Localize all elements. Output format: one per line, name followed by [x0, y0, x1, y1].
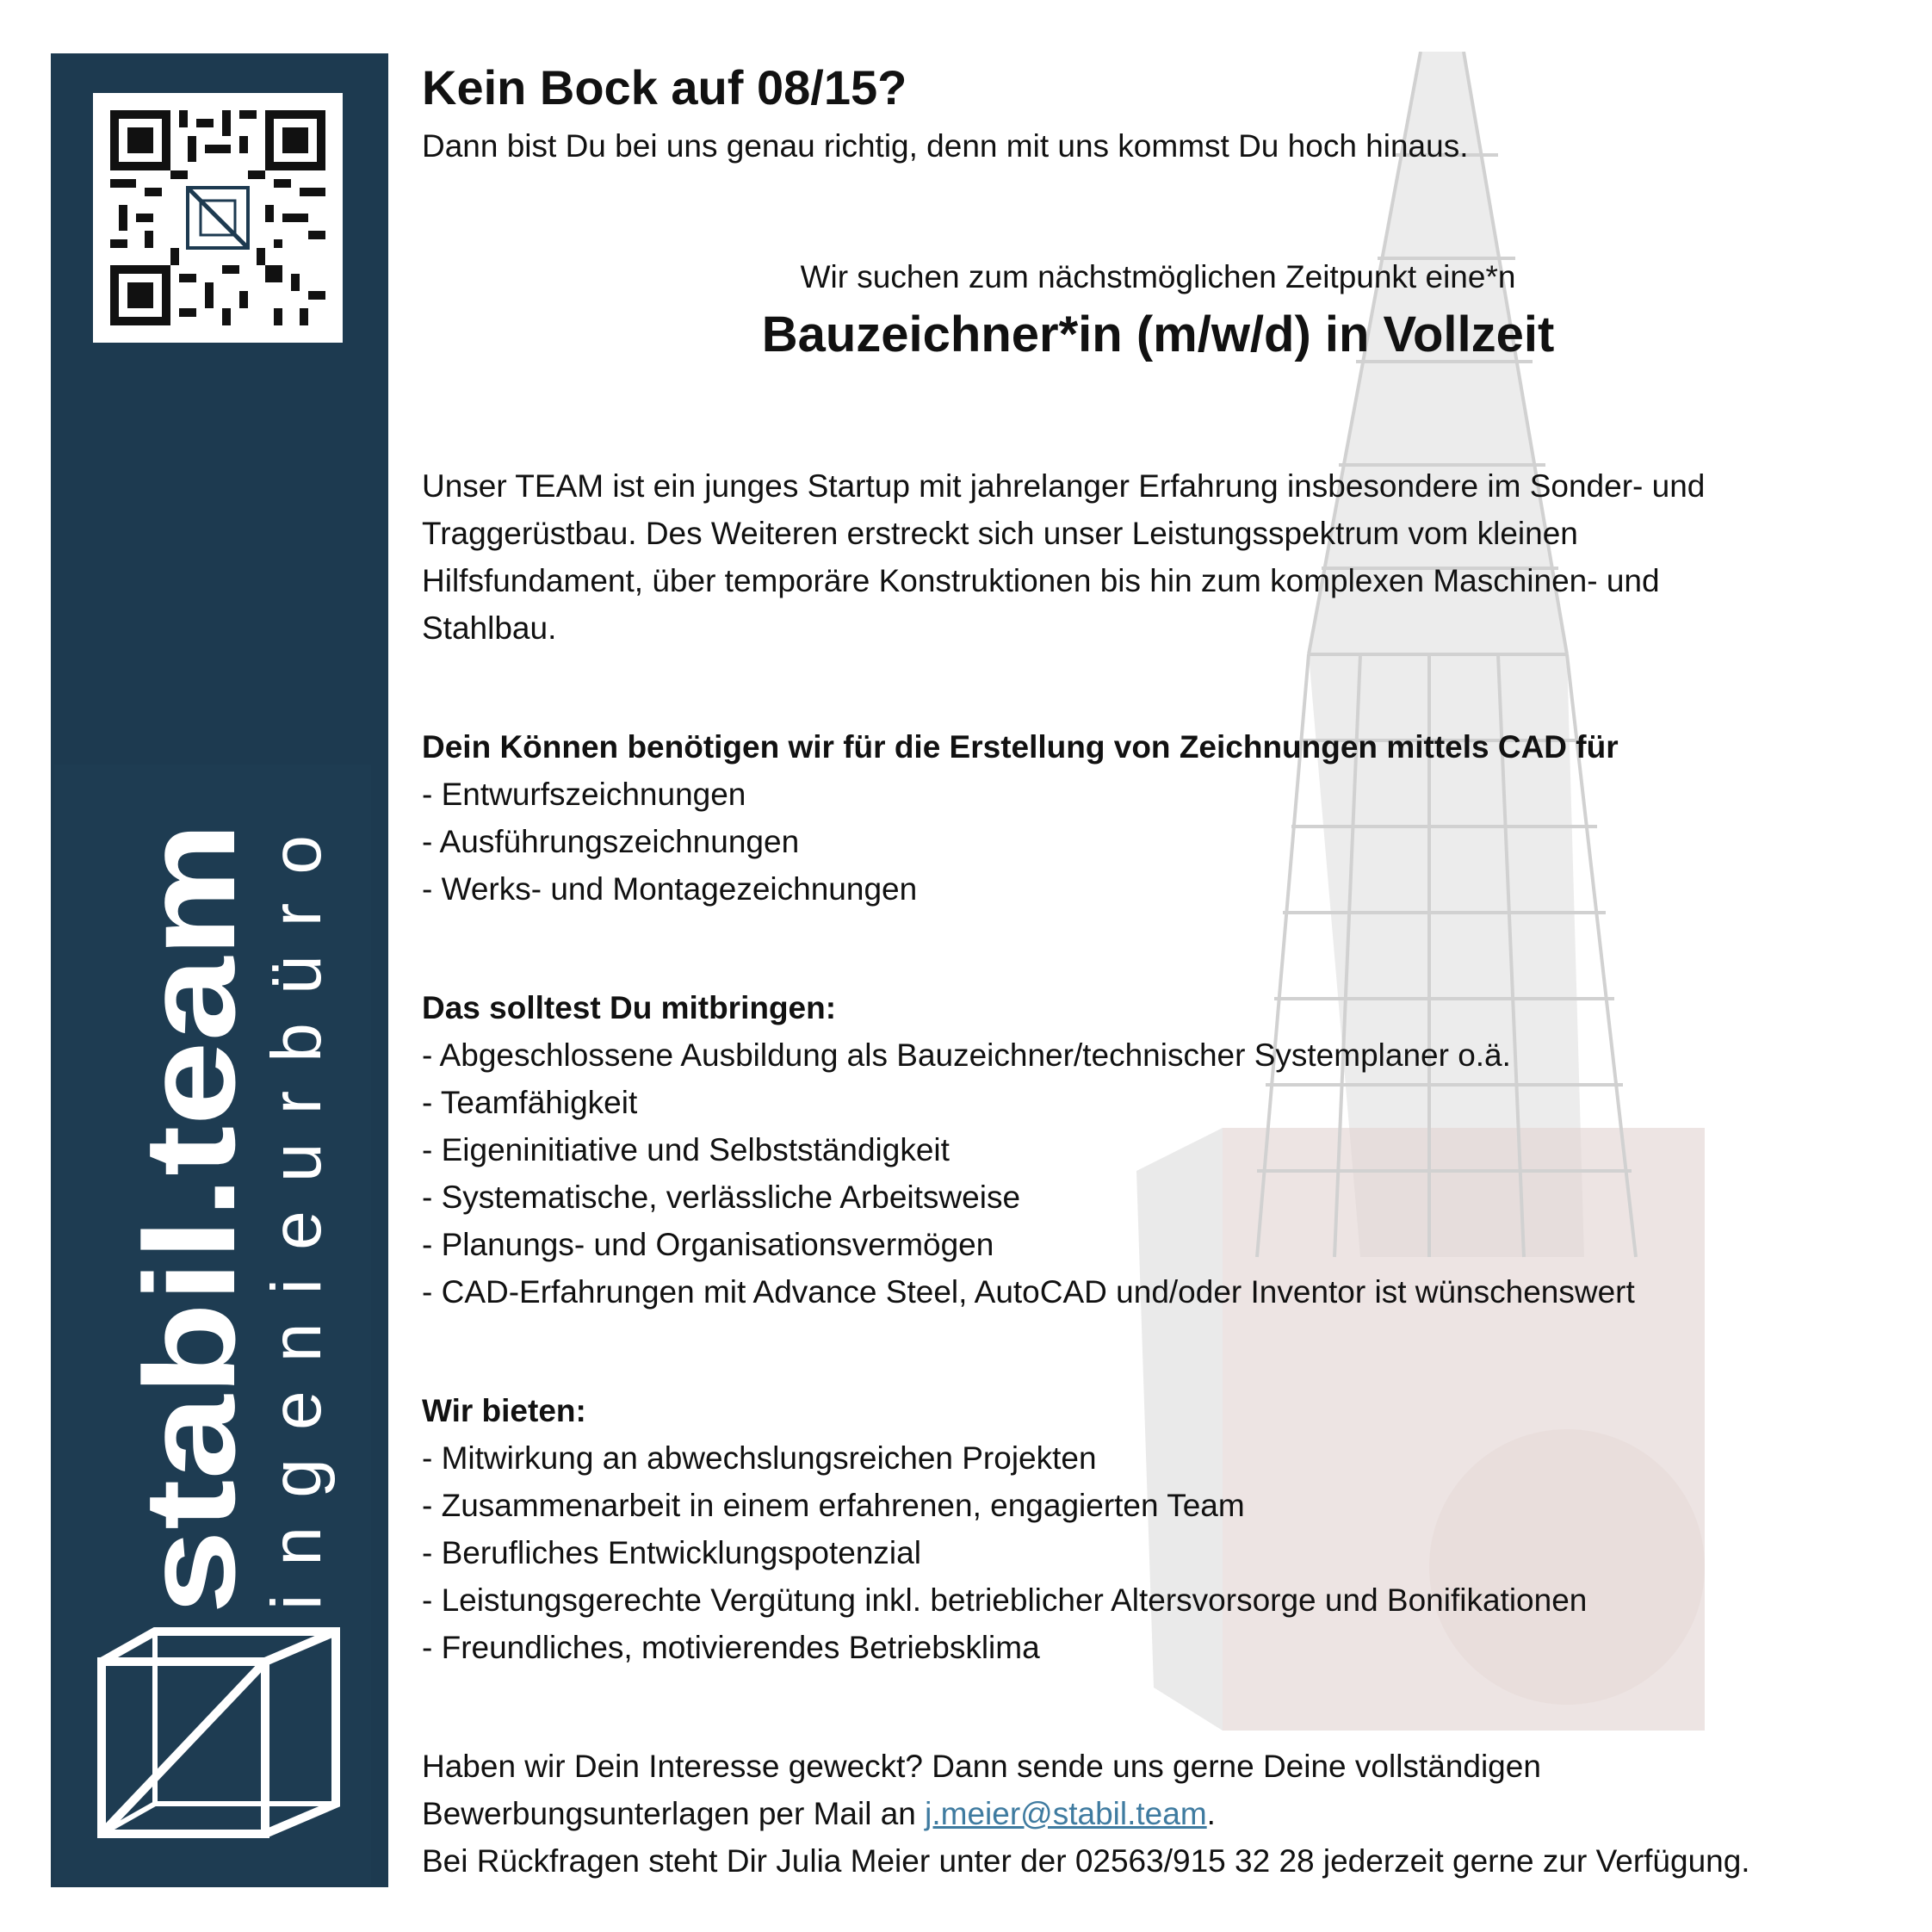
brand-subtitle: ingenieurbüro [257, 835, 336, 1610]
list-item: - Ausführungszeichnungen [422, 824, 800, 859]
contact-suffix: . [1206, 1796, 1216, 1831]
list-item: - CAD-Erfahrungen mit Advance Steel, AutoCAD und/oder Inventor ist wünschenswert [422, 1274, 1635, 1310]
list-item: - Systematische, verlässliche Arbeitsweise [422, 1180, 1021, 1215]
list-item: - Abgeschlossene Ausbildung als Bauzeichner/technischer Systemplaner o.ä. [422, 1037, 1511, 1073]
about-line: Traggerüstbau. Des Weiteren erstreckt sich unser Leistungsspektrum vom kleinen [422, 516, 1578, 551]
subline: Dann bist Du bei uns genau richtig, denn mit uns kommst Du hoch hinaus. [422, 128, 1469, 164]
list-item: - Freundliches, motivierendes Betriebsklima [422, 1630, 1040, 1665]
list-item: - Entwurfszeichnungen [422, 777, 746, 812]
list-item: - Zusammenarbeit in einem erfahrenen, engagierten Team [422, 1488, 1245, 1523]
cube-diagonal-icon [95, 1627, 344, 1842]
about-line: Hilfsfundament, über temporäre Konstruktionen bis hin zum komplexen Maschinen- und [422, 563, 1660, 598]
brand-name: stabil.team [117, 939, 262, 1614]
skills-heading: Dein Können benötigen wir für die Erstellung von Zeichnungen mittels CAD für [422, 729, 1619, 765]
offer-heading: Wir bieten: [422, 1393, 586, 1428]
qr-code-icon[interactable] [93, 93, 343, 343]
list-item: - Eigeninitiative und Selbstständigkeit [422, 1132, 950, 1167]
job-intro: Wir suchen zum nächstmöglichen Zeitpunkt eine*n [800, 259, 1516, 294]
about-line: Unser TEAM ist ein junges Startup mit jahrelanger Erfahrung insbesondere im Sonder- und [422, 468, 1706, 504]
contact-line-2 [422, 1790, 1886, 1837]
list-item: - Werks- und Montagezeichnungen [422, 871, 918, 907]
list-item: - Leistungsgerechte Vergütung inkl. betrieblicher Altersvorsorge und Bonifikationen [422, 1582, 1588, 1618]
about-line: Stahlbau. [422, 610, 557, 646]
offer-list [422, 1434, 1886, 1671]
job-ad-content [422, 53, 1886, 1885]
contact-line-1: Haben wir Dein Interesse geweckt? Dann sende uns gerne Deine vollständigen [422, 1749, 1541, 1784]
list-item: - Mitwirkung an abwechslungsreichen Projekten [422, 1440, 1097, 1476]
skills-list [422, 771, 1886, 913]
contact-line-3: Bei Rückfragen steht Dir Julia Meier unter der 02563/915 32 28 jederzeit gerne zur Verfügung. [422, 1843, 1750, 1879]
list-item: - Teamfähigkeit [422, 1085, 638, 1120]
list-item: - Planungs- und Organisationsvermögen [422, 1227, 994, 1262]
requirements-list [422, 1031, 1886, 1316]
job-title: Bauzeichner*in (m/w/d) in Vollzeit [761, 307, 1555, 362]
list-item: - Berufliches Entwicklungspotenzial [422, 1535, 921, 1570]
brand-logo [95, 809, 353, 1619]
contact-prefix: Bewerbungsunterlagen per Mail an [422, 1796, 926, 1831]
requirements-heading: Das solltest Du mitbringen: [422, 990, 837, 1025]
headline: Kein Bock auf 08/15? [422, 60, 907, 115]
email-link[interactable]: j.meier@stabil.team [925, 1796, 1207, 1831]
